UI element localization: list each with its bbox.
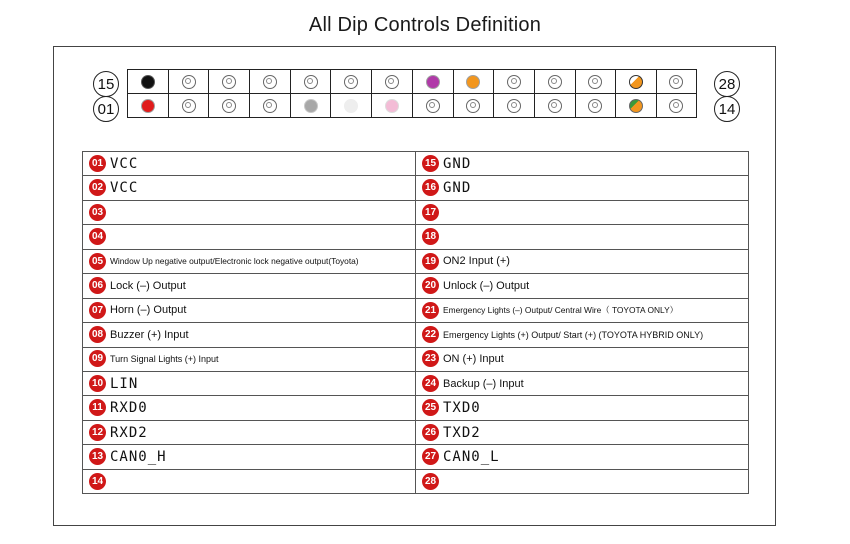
connector-pin <box>385 75 399 89</box>
connector-cell <box>331 94 372 118</box>
table-row <box>83 225 749 249</box>
table-row <box>83 445 749 469</box>
connector-pin <box>466 99 480 113</box>
pin-cell-right <box>416 152 749 176</box>
table-row <box>83 371 749 395</box>
pin-number-badge: 17 <box>422 204 439 221</box>
pin-function-label: Turn Signal Lights (+) Input <box>110 353 219 364</box>
pin-number-badge: 25 <box>422 399 439 416</box>
connector-cell <box>209 94 250 118</box>
connector-pin <box>466 75 480 89</box>
table-row <box>83 298 749 322</box>
pin-function-label: Emergency Lights (–) Output/ Central Wire（ TOYOTA ONLY） <box>443 305 679 316</box>
page-title: All Dip Controls Definition <box>308 14 542 36</box>
pin-cell-left <box>83 371 416 395</box>
pin-function-label: TXD2 <box>443 424 481 441</box>
connector-cell <box>657 94 697 118</box>
pin-number-badge: 18 <box>422 228 439 245</box>
connector-pin <box>304 75 318 89</box>
connector-pin <box>669 75 683 89</box>
table-row <box>83 396 749 420</box>
connector-pin <box>507 75 521 89</box>
pin-function-label: RXD2 <box>110 424 148 441</box>
pin-cell-left <box>83 176 416 200</box>
table-row <box>83 469 749 493</box>
pin-cell-left <box>83 200 416 224</box>
connector-pin <box>182 99 196 113</box>
connector-cell <box>169 70 210 94</box>
connector-cell <box>494 70 535 94</box>
connector-cell <box>169 94 210 118</box>
connector-cell <box>535 70 576 94</box>
pin-function-label: ON2 Input (+) <box>443 255 510 268</box>
pin-cell-right <box>416 445 749 469</box>
pin-number-badge: 16 <box>422 179 439 196</box>
pin-number-badge: 19 <box>422 253 439 270</box>
connector-pin <box>548 99 562 113</box>
connector-cell <box>454 70 495 94</box>
connector-cell <box>291 94 332 118</box>
pin-cell-left <box>83 298 416 322</box>
pin-cell-left <box>83 225 416 249</box>
pin-number-badge: 06 <box>89 277 106 294</box>
connector-pin <box>588 75 602 89</box>
pin-cell-right <box>416 225 749 249</box>
connector-pin <box>507 99 521 113</box>
table-row <box>83 152 749 176</box>
pin-cell-right <box>416 249 749 273</box>
pin-number-badge: 03 <box>89 204 106 221</box>
table-row <box>83 176 749 200</box>
connector-cell <box>576 94 617 118</box>
pin-definition-table <box>82 151 749 494</box>
pin-cell-right <box>416 371 749 395</box>
pin-function-label: VCC <box>110 179 139 196</box>
pin-number-badge: 10 <box>89 375 106 392</box>
connector-cell <box>291 70 332 94</box>
connector-cell <box>616 70 657 94</box>
connector-pin <box>304 99 318 113</box>
pin-number-badge: 12 <box>89 424 106 441</box>
pin-function-label: Lock (–) Output <box>110 279 186 292</box>
pin-number-badge: 28 <box>422 473 439 490</box>
pin-cell-left <box>83 249 416 273</box>
pin-cell-right <box>416 176 749 200</box>
pin-number-badge: 27 <box>422 448 439 465</box>
table-row <box>83 347 749 371</box>
pin-number-badge: 11 <box>89 399 106 416</box>
table-row <box>83 323 749 347</box>
pin-cell-left <box>83 323 416 347</box>
pin-function-label: GND <box>443 179 472 196</box>
connector-cell <box>209 70 250 94</box>
pin-number-badge: 20 <box>422 277 439 294</box>
connector-bottom-row <box>128 94 697 118</box>
connector-pin <box>426 99 440 113</box>
pin-number-badge: 26 <box>422 424 439 441</box>
pin-cell-right <box>416 298 749 322</box>
connector-pin <box>222 99 236 113</box>
table-row <box>83 200 749 224</box>
connector-pin <box>426 75 440 89</box>
pin-function-label: Buzzer (+) Input <box>110 328 189 341</box>
pin-number-badge: 08 <box>89 326 106 343</box>
pin-function-label: TXD0 <box>443 399 481 416</box>
pin-number-badge: 04 <box>89 228 106 245</box>
pin-cell-left <box>83 396 416 420</box>
pin-number-badge: 05 <box>89 253 106 270</box>
connector-cell <box>657 70 697 94</box>
pin-number-badge: 09 <box>89 350 106 367</box>
pin-number-badge: 21 <box>422 302 439 319</box>
connector-cell <box>454 94 495 118</box>
pin-label-bottom-right: 14 <box>714 96 740 122</box>
pin-cell-right <box>416 347 749 371</box>
pin-cell-left <box>83 445 416 469</box>
pin-label-bottom-left: 01 <box>93 96 119 122</box>
connector-pin <box>141 75 155 89</box>
pin-number-badge: 22 <box>422 326 439 343</box>
pin-cell-left <box>83 420 416 444</box>
connector-pin <box>588 99 602 113</box>
table-row <box>83 420 749 444</box>
connector-pin <box>263 99 277 113</box>
connector-pin <box>548 75 562 89</box>
pin-number-badge: 07 <box>89 302 106 319</box>
connector-pin <box>141 99 155 113</box>
pin-cell-left <box>83 274 416 298</box>
connector-cell <box>413 94 454 118</box>
connector-pin <box>629 75 643 89</box>
pin-label-top-right: 28 <box>714 71 740 97</box>
connector-cell <box>372 70 413 94</box>
pin-function-label: Emergency Lights (+) Output/ Start (+) (TOYOTA HYBRID ONLY) <box>443 329 704 340</box>
connector-pin <box>669 99 683 113</box>
pin-number-badge: 23 <box>422 350 439 367</box>
connector-cell <box>372 94 413 118</box>
pin-function-label: GND <box>443 155 472 172</box>
pin-cell-left <box>83 347 416 371</box>
connector-pin <box>344 75 358 89</box>
pin-function-label: CAN0_L <box>443 448 500 465</box>
table-row <box>83 249 749 273</box>
connector-cell <box>128 70 169 94</box>
pin-number-badge: 02 <box>89 179 106 196</box>
connector-cell <box>616 94 657 118</box>
pin-number-badge: 13 <box>89 448 106 465</box>
pin-cell-right <box>416 200 749 224</box>
pin-function-label: CAN0_H <box>110 448 167 465</box>
pin-function-label: RXD0 <box>110 399 148 416</box>
pin-function-label: VCC <box>110 155 139 172</box>
pin-cell-right <box>416 396 749 420</box>
pin-function-label: Backup (–) Input <box>443 377 524 390</box>
pin-function-label: ON (+) Input <box>443 352 504 365</box>
connector-cell <box>250 94 291 118</box>
connector-pin <box>385 99 399 113</box>
connector-cell <box>128 94 169 118</box>
dip-connector <box>127 69 697 118</box>
connector-pin <box>344 99 358 113</box>
pin-number-badge: 14 <box>89 473 106 490</box>
pin-function-label: LIN <box>110 375 139 392</box>
connector-pin <box>629 99 643 113</box>
connector-pin <box>263 75 277 89</box>
pin-number-badge: 01 <box>89 155 106 172</box>
pin-cell-right <box>416 420 749 444</box>
connector-pin <box>182 75 196 89</box>
pin-cell-right <box>416 323 749 347</box>
connector-pin <box>222 75 236 89</box>
connector-cell <box>331 70 372 94</box>
pin-cell-left <box>83 469 416 493</box>
connector-cell <box>576 70 617 94</box>
pin-cell-right <box>416 274 749 298</box>
pin-function-label: Window Up negative output/Electronic lock negative output(Toyota) <box>110 256 359 267</box>
pin-function-label: Horn (–) Output <box>110 304 187 317</box>
connector-cell <box>535 94 576 118</box>
pin-cell-left <box>83 152 416 176</box>
connector-top-row <box>128 70 697 94</box>
connector-cell <box>413 70 454 94</box>
pin-label-top-left: 15 <box>93 71 119 97</box>
pin-function-label: Unlock (–) Output <box>443 279 530 292</box>
connector-cell <box>250 70 291 94</box>
table-row <box>83 274 749 298</box>
connector-cell <box>494 94 535 118</box>
pin-number-badge: 24 <box>422 375 439 392</box>
pin-cell-right <box>416 469 749 493</box>
pin-number-badge: 15 <box>422 155 439 172</box>
